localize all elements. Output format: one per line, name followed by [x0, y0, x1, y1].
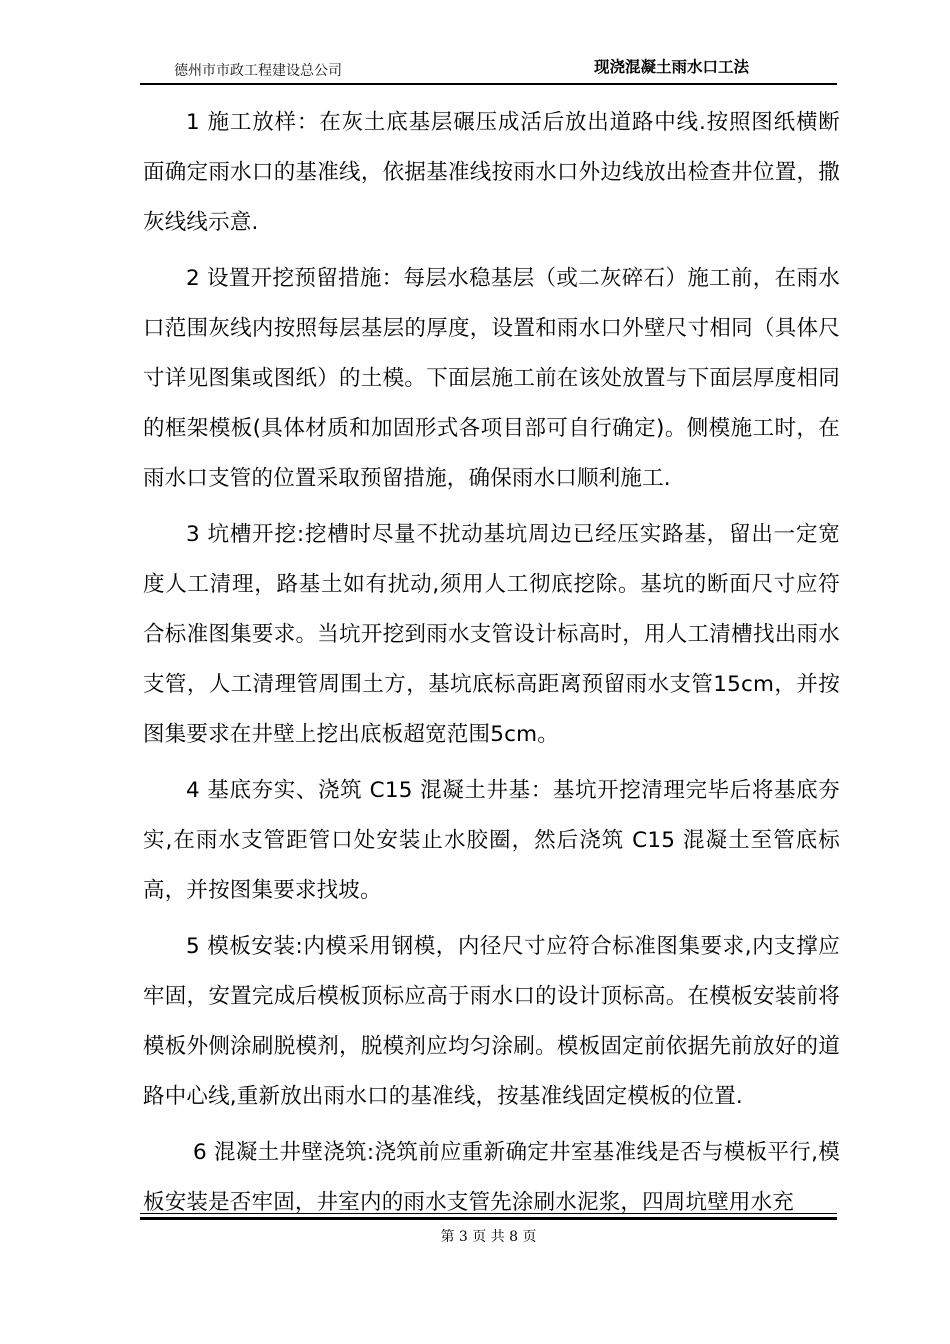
- paragraph-step-2: 2 设置开挖预留措施：每层水稳基层（或二灰碎石）施工前，在雨水口范围灰线内按照每层基层的厚度，设置和雨水口外壁尺寸相同（具体尺寸详见图集或图纸）的土模。下面层施工前在该处放置与下面层厚度相同的框架模板(具体材质和加固形式各项目部可自行确定)。侧模施工时，在雨水口支管的位置采取预留措施，确保雨水口顺利施工.: [143, 266, 840, 491]
- footer-divider-thick: [140, 1217, 837, 1220]
- paragraph-step-5: 5 模板安装:内模采用钢模，内径尺寸应符合标准图集要求,内支撑应牢固，安置完成后模板顶标应高于雨水口的设计顶标高。在模板安装前将模板外侧涂刷脱模剂，脱模剂应均匀涂刷。模板固定前依据先前放好的道路中心线,重新放出雨水口的基准线，按基准线固定模板的位置.: [143, 934, 840, 1109]
- paragraph-step-1: 1 施工放样：在灰土底基层碾压成活后放出道路中线.按照图纸横断面确定雨水口的基准线，依据基准线按雨水口外边线放出检查井位置，撒灰线线示意.: [143, 110, 840, 235]
- document-body: [143, 98, 840, 1228]
- paragraph-step-6: 6 混凝土井壁浇筑:浇筑前应重新确定井室基准线是否与模板平行,模板安装是否牢固，井室内的雨水支管先涂刷水泥浆，四周坑壁用水充: [143, 1140, 840, 1215]
- paragraph-step-4: 4 基底夯实、浇筑 C15 混凝土井基：基坑开挖清理完毕后将基底夯实,在雨水支管距管口处安装止水胶圈，然后浇筑 C15 混凝土至管底标高，并按图集要求找坡。: [143, 778, 840, 903]
- header-company-name: 德州市市政工程建设总公司: [174, 63, 342, 79]
- page-number: 第 3 页 共 8 页: [440, 1229, 537, 1245]
- page-header: [140, 54, 837, 82]
- header-divider: [140, 83, 837, 85]
- paragraph-step-3: 3 坑槽开挖:挖槽时尽量不扰动基坑周边已经压实路基，留出一定宽度人工清理，路基土如有扰动,须用人工彻底挖除。基坑的断面尺寸应符合标准图集要求。当坑开挖到雨水支管设计标高时，用人工清槽找出雨水支管，人工清理管周围土方，基坑底标高距离预留雨水支管15cm，并按图集要求在井壁上挖出底板超宽范围5cm。: [143, 522, 840, 747]
- header-document-title: 现浇混凝土雨水口工法: [593, 58, 749, 76]
- footer-divider-thin: [140, 1213, 837, 1214]
